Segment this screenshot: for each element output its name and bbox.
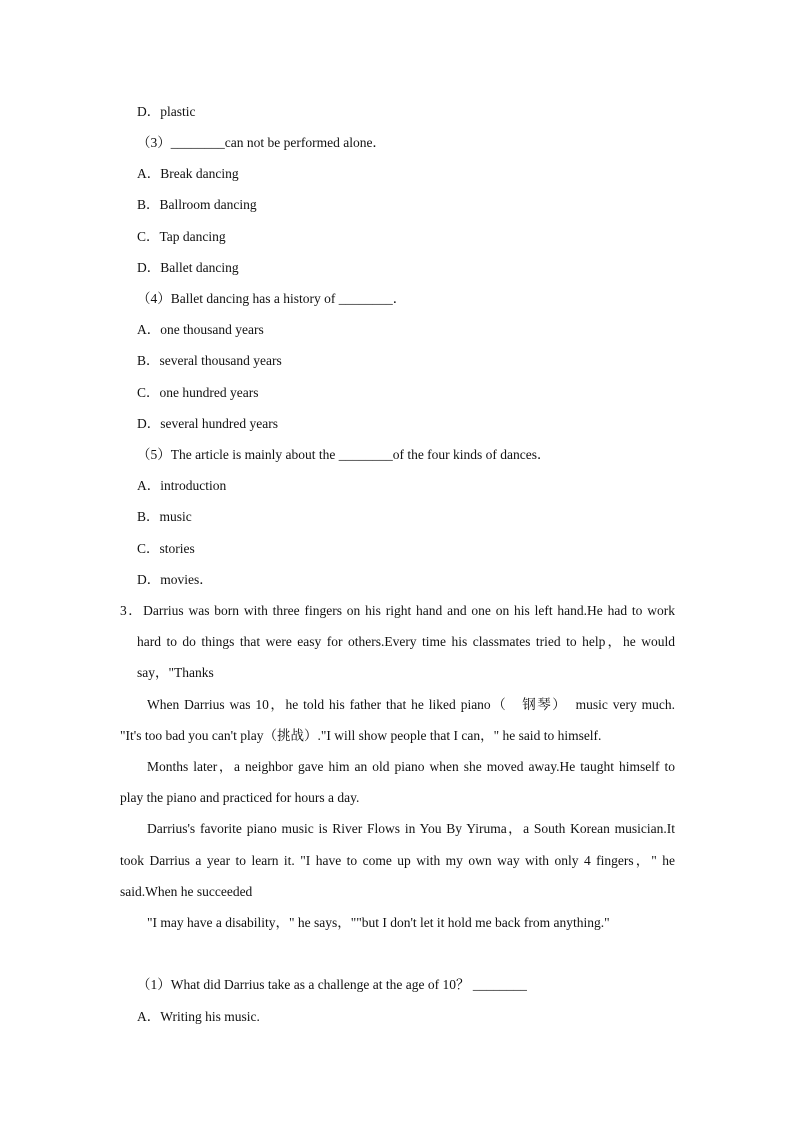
q2-sub5-option-c: C．stories [137,541,195,556]
q2-sub4-option-a: A．one thousand years [137,322,264,337]
q2-sub3-option-c: C．Tap dancing [137,229,226,244]
q3-passage-line: took Darrius a year to learn it. "I have to come up with my own way with only 4 fingers，" he [120,853,675,868]
q3-sub1-stem: （1）What did Darrius take as a challenge at the age of 10？ ________ [137,977,527,992]
q3-passage-line: hard to do things that were easy for others.Every time his classmates tried to help，he would [137,634,675,649]
q2-sub4-option-d: D．several hundred years [137,416,278,431]
q3-passage-line: 3．Darrius was born with three fingers on his right hand and one on his left hand.He had to work [120,603,675,618]
q3-passage-line: said.When he succeeded [120,884,253,899]
q3-sub1-option-a: A．Writing his music. [137,1009,260,1024]
q3-passage-line: play the piano and practiced for hours a day. [120,790,360,805]
q2-option-d-plastic: D．plastic [137,104,196,119]
q2-sub4-stem: （4）Ballet dancing has a history of ________． [137,291,407,306]
q2-sub3-option-d: D．Ballet dancing [137,260,239,275]
q2-sub4-option-c: C．one hundred years [137,385,259,400]
q3-passage-line: "It's too bad you can't play（挑战）."I will show people that I can，" he said to himself. [120,728,602,743]
q3-passage-line: Darrius's favorite piano music is River Flows in You By Yiruma，a South Korean musician.It [147,821,675,836]
q3-passage-line: When Darrius was 10，he told his father that he liked piano（ 钢琴） music very much. [147,697,675,712]
q2-sub4-option-b: B．several thousand years [137,353,282,368]
q3-passage-line: Months later，a neighbor gave him an old piano when she moved away.He taught himself to [147,759,675,774]
q2-sub5-option-a: A．introduction [137,478,227,493]
q2-sub5-option-d: D．movies． [137,572,213,587]
q2-sub3-stem: （3）________can not be performed alone． [137,135,386,150]
q2-sub3-option-b: B．Ballroom dancing [137,197,257,212]
q2-sub3-option-a: A．Break dancing [137,166,239,181]
q3-passage-line: "I may have a disability，" he says，""but I don't let it hold me back from anything." [147,915,610,930]
q2-sub5-stem: （5）The article is mainly about the ________of the four kinds of dances． [137,447,551,462]
q3-passage-line: say，"Thanks [137,665,214,680]
q2-sub5-option-b: B．music [137,509,192,524]
